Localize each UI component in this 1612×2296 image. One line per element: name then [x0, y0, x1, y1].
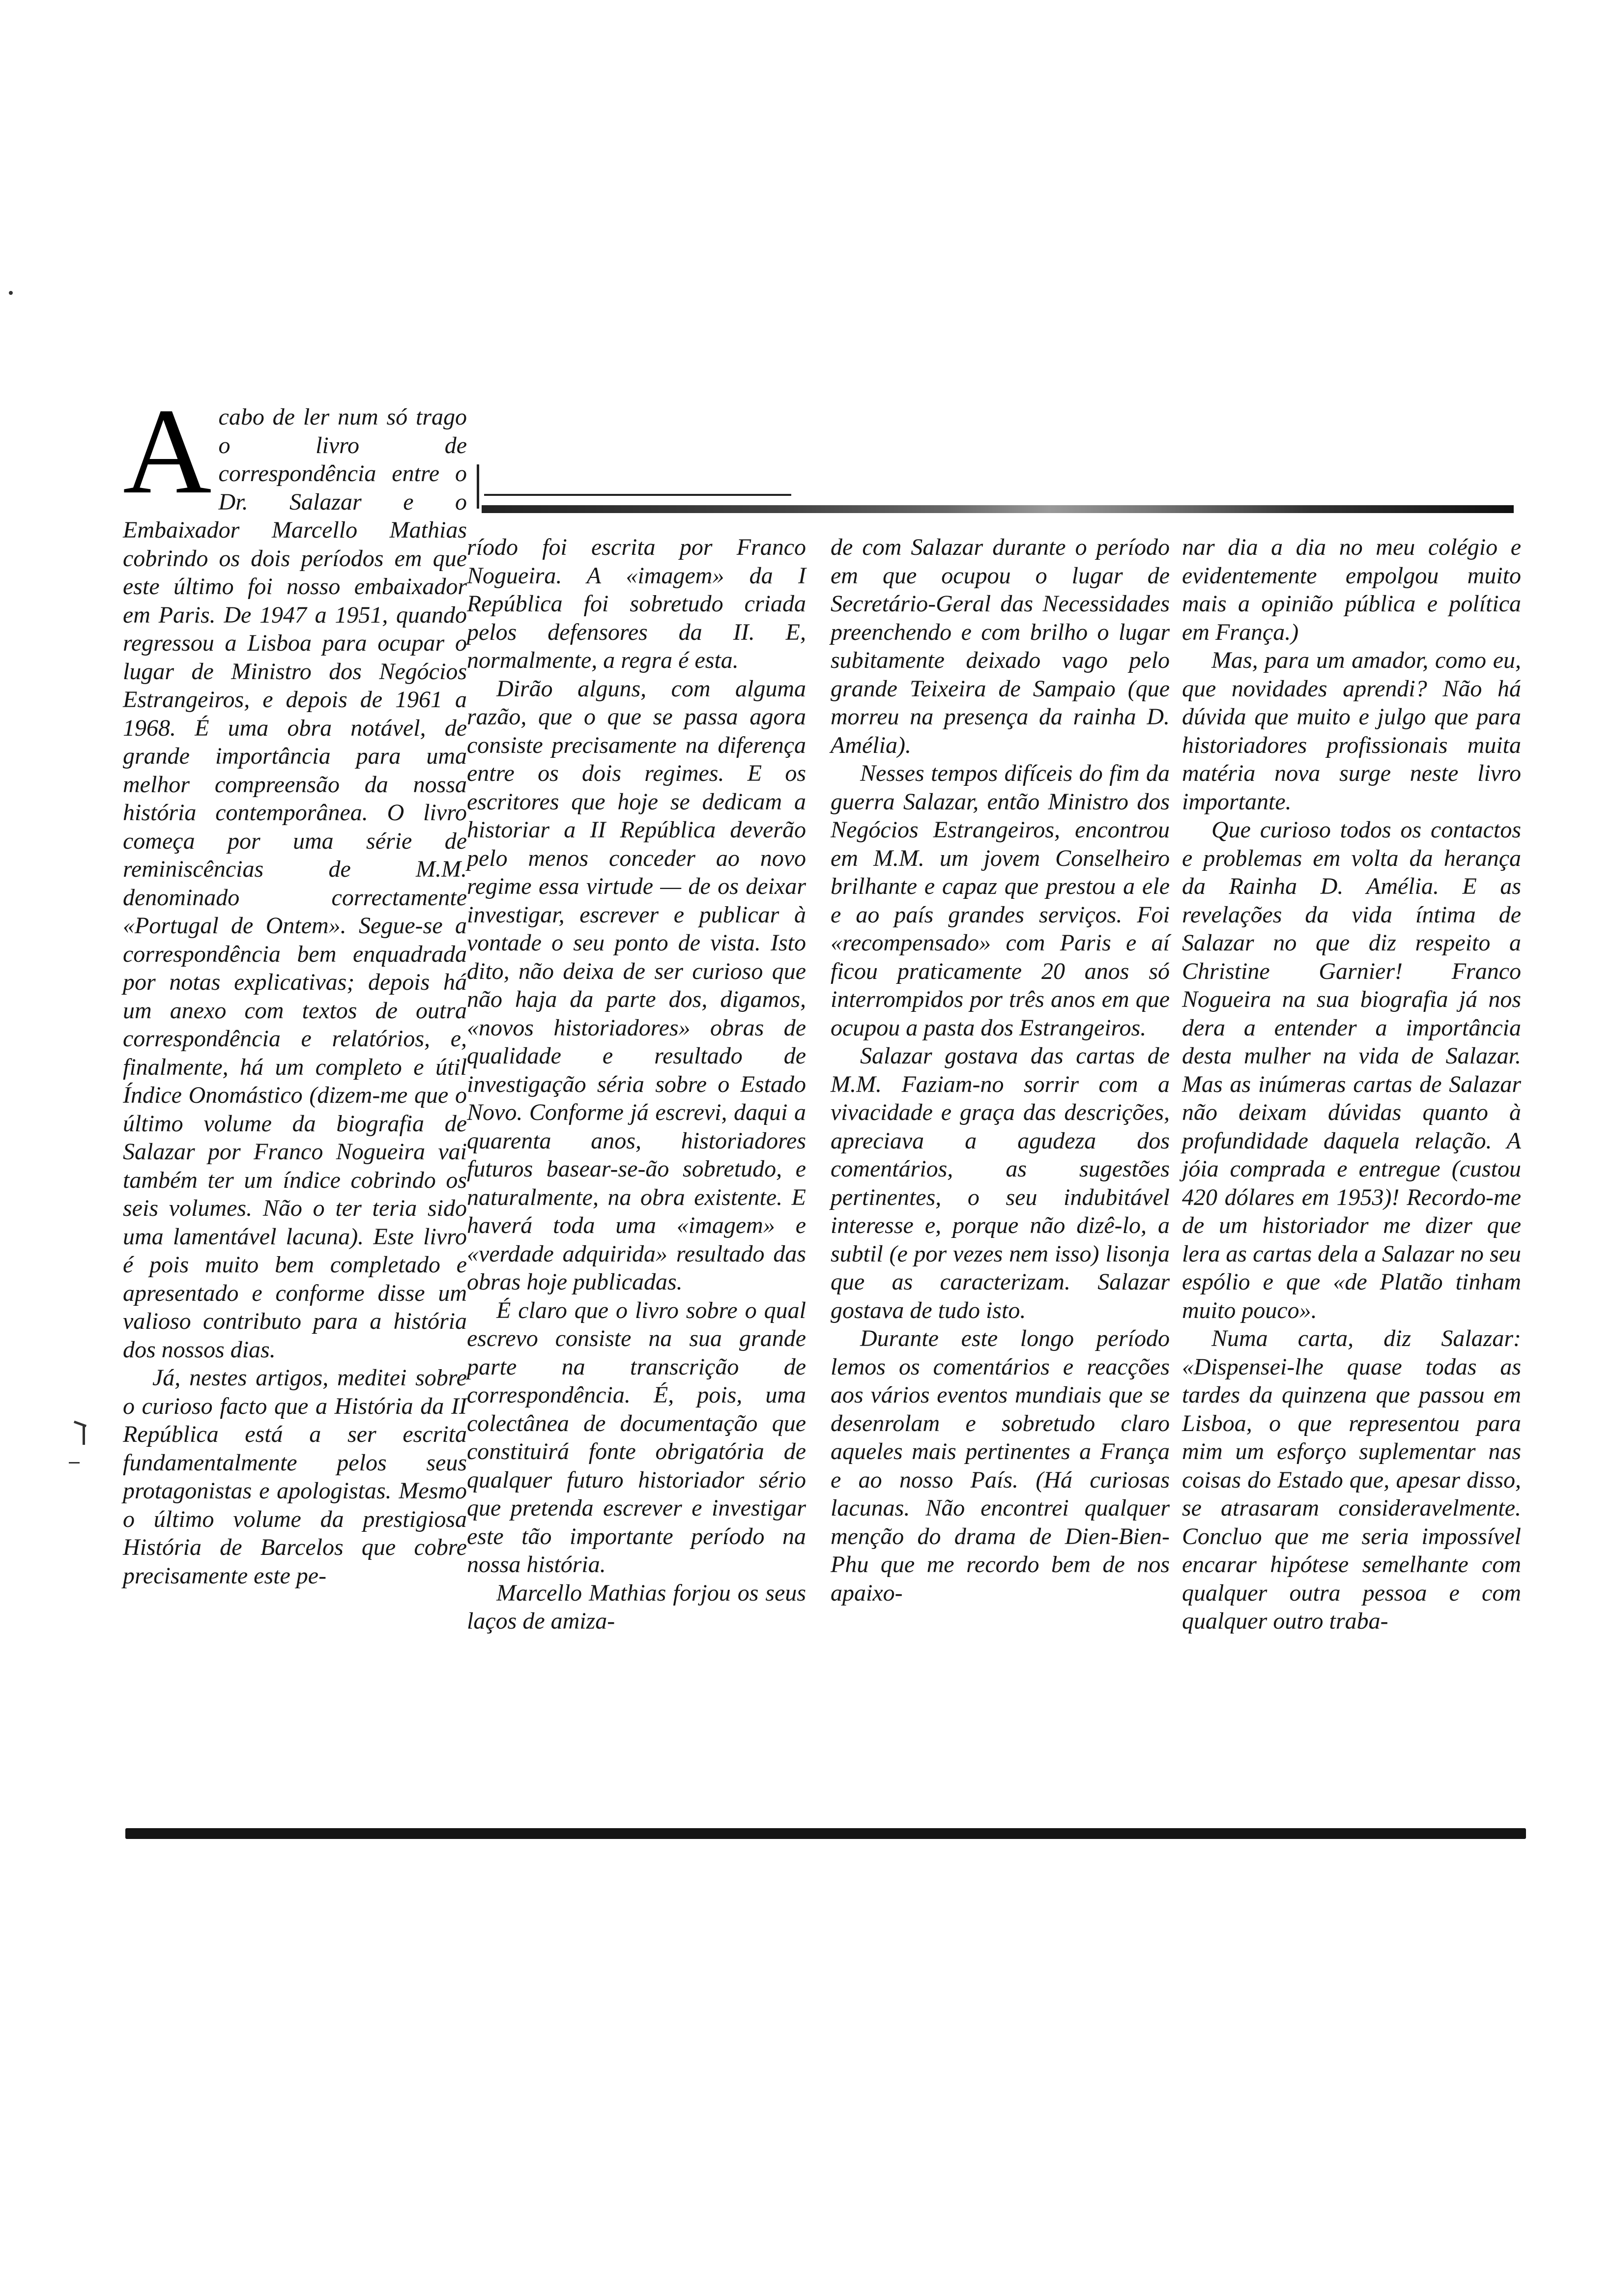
- drop-cap: A: [123, 383, 212, 519]
- divider-tick: [477, 464, 479, 509]
- scan-mark: [9, 291, 13, 295]
- article-column-4: [1182, 533, 1521, 1636]
- article-column-1: [123, 383, 467, 1590]
- article-column-2: [467, 533, 806, 1636]
- divider-top: [482, 505, 1514, 513]
- scan-mark: [83, 1425, 85, 1445]
- paragraph: [123, 383, 467, 1364]
- paragraph: de com Salazar durante o período em que ocupou o lugar de Secretário-Geral das Necessidades preenchendo e com brilho o lugar subitamente deixado vago pelo grande Teixeira de Sampaio (que morreu na presença da rainha D. Amélia).: [831, 534, 1170, 758]
- divider-thin: [484, 494, 791, 496]
- paragraph: Marcello Mathias forjou os seus laços de amiza-: [467, 1579, 806, 1634]
- paragraph: Mas, para um amador, como eu, que novidades aprendi? Não há dúvida que muito e julgo que para historiadores profissionais muita matéria nova surge neste livro importante.: [1182, 647, 1521, 815]
- article-column-3: [831, 533, 1170, 1607]
- paragraph: nar dia a dia no meu colégio e evidentemente empolgou muito mais a opinião pública e política em França.): [1182, 534, 1521, 645]
- divider-bottom: [125, 1828, 1526, 1839]
- paragraph: Dirão alguns, com alguma razão, que o que se passa agora consiste precisamente na diferença entre os dois regimes. E os escritores que hoje se dedicam a historiar a II República deverão pelo menos conceder ao novo regime essa virtude — de os deixar investigar, escrever e publicar à vontade o seu ponto de vista. Isto dito, não deixa de ser curioso que não haja da parte dos, digamos, «novos historiadores» obras de qualidade e resultado de investigação séria sobre o Estado Novo. Conforme já escrevi, daqui a quarenta anos, historiadores futuros basear-se-ão sobretudo, e naturalmente, na obra existente. E haverá toda uma «imagem» e «verdade adquirida» resultado das obras hoje publicadas.: [467, 675, 806, 1295]
- paragraph: Nesses tempos difíceis do fim da guerra Salazar, então Ministro dos Negócios Estrangeiros, encontrou em M.M. um jovem Conselheiro brilhante e capaz que prestou a ele e ao país grandes serviços. Foi «recompensado» com Paris e aí ficou praticamente 20 anos só interrompidos por três anos em que ocupou a pasta dos Estrangeiros.: [831, 760, 1170, 1041]
- paragraph: Já, nestes artigos, meditei sobre o curioso facto que a História da II República está a ser escrita fundamentalmente pelos seus protagonistas e apologistas. Mesmo o último volume da prestigiosa História de Barcelos que cobre precisamente este pe-: [123, 1365, 467, 1589]
- paragraph: Numa carta, diz Salazar: «Dispensei-lhe quase todas as tardes da quinzena que passou em Lisboa, o que representou para mim um esforço suplementar nas coisas do Estado que, apesar disso, se atrasaram consideravelmente. Concluo que me seria impossível encarar hipótese semelhante com qualquer outra pessoa e com qualquer outro traba-: [1182, 1325, 1521, 1634]
- paragraph-text: cabo de ler num só trago o livro de correspondência entre o Dr. Salazar e o Embaixador Marcello Mathias cobrindo os dois períodos em que este último foi nosso embaixador em Paris. De 1947 a 1951, quando regressou a Lisboa para ocupar o lugar de Ministro dos Negócios Estrangeiros, e depois de 1961 a 1968. É uma obra notável, de grande importância para uma melhor compreensão da nossa história contemporânea. O livro começa por uma série de reminiscências de M.M. denominado correctamente «Portugal de Ontem». Segue-se a correspondência bem enquadrada por notas explicativas; depois há um anexo com textos de outra correspondência e relatórios, e, finalmente, há um completo e útil Índice Onomástico (dizem-me que o último volume da biografia de Salazar por Franco Nogueira vai também ter um índice cobrindo os seis volumes. Não o ter teria sido uma lamentável lacuna). Este livro é pois muito bem completado e apresentado e conforme disse um valioso contributo para a história dos nossos dias.: [123, 404, 467, 1363]
- paragraph: É claro que o livro sobre o qual escrevo consiste na sua grande parte na transcrição de correspondência. É, pois, uma colectânea de documentação que constituirá fonte obrigatória de qualquer futuro historiador sério que pretenda escrever e investigar este tão importante período na nossa história.: [467, 1297, 806, 1578]
- scan-mark: [69, 1462, 80, 1464]
- paragraph: Que curioso todos os contactos e problemas em volta da herança da Rainha D. Amélia. E as revelações da vida íntima de Salazar no que diz respeito a Christine Garnier! Franco Nogueira na sua biografia já nos dera a entender a importância desta mulher na vida de Salazar. Mas as inúmeras cartas de Salazar não deixam dúvidas quanto à profundidade daquela relação. A jóia comprada e entregue (custou 420 dólares em 1953)! Recordo-me de um historiador me dizer que lera as cartas dela a Salazar no seu espólio e que «de Platão tinham muito pouco».: [1182, 817, 1521, 1323]
- paragraph: ríodo foi escrita por Franco Nogueira. A «imagem» da I República foi sobretudo criada pelos defensores da II. E, normalmente, a regra é esta.: [467, 534, 806, 673]
- paragraph: Salazar gostava das cartas de M.M. Faziam-no sorrir com a vivacidade e graça das descrições, apreciava a agudeza dos comentários, as sugestões pertinentes, o seu indubitável interesse e, porque não dizê-lo, a subtil (e por vezes nem isso) lisonja que as caracterizam. Salazar gostava de tudo isto.: [831, 1043, 1170, 1323]
- paragraph: Durante este longo período lemos os comentários e reacções aos vários eventos mundiais que se desenrolam e sobretudo claro aqueles mais pertinentes a França e ao nosso País. (Há curiosas lacunas. Não encontrei qualquer menção do drama de Dien-Bien-Phu que me recordo bem de nos apaixo-: [831, 1325, 1170, 1606]
